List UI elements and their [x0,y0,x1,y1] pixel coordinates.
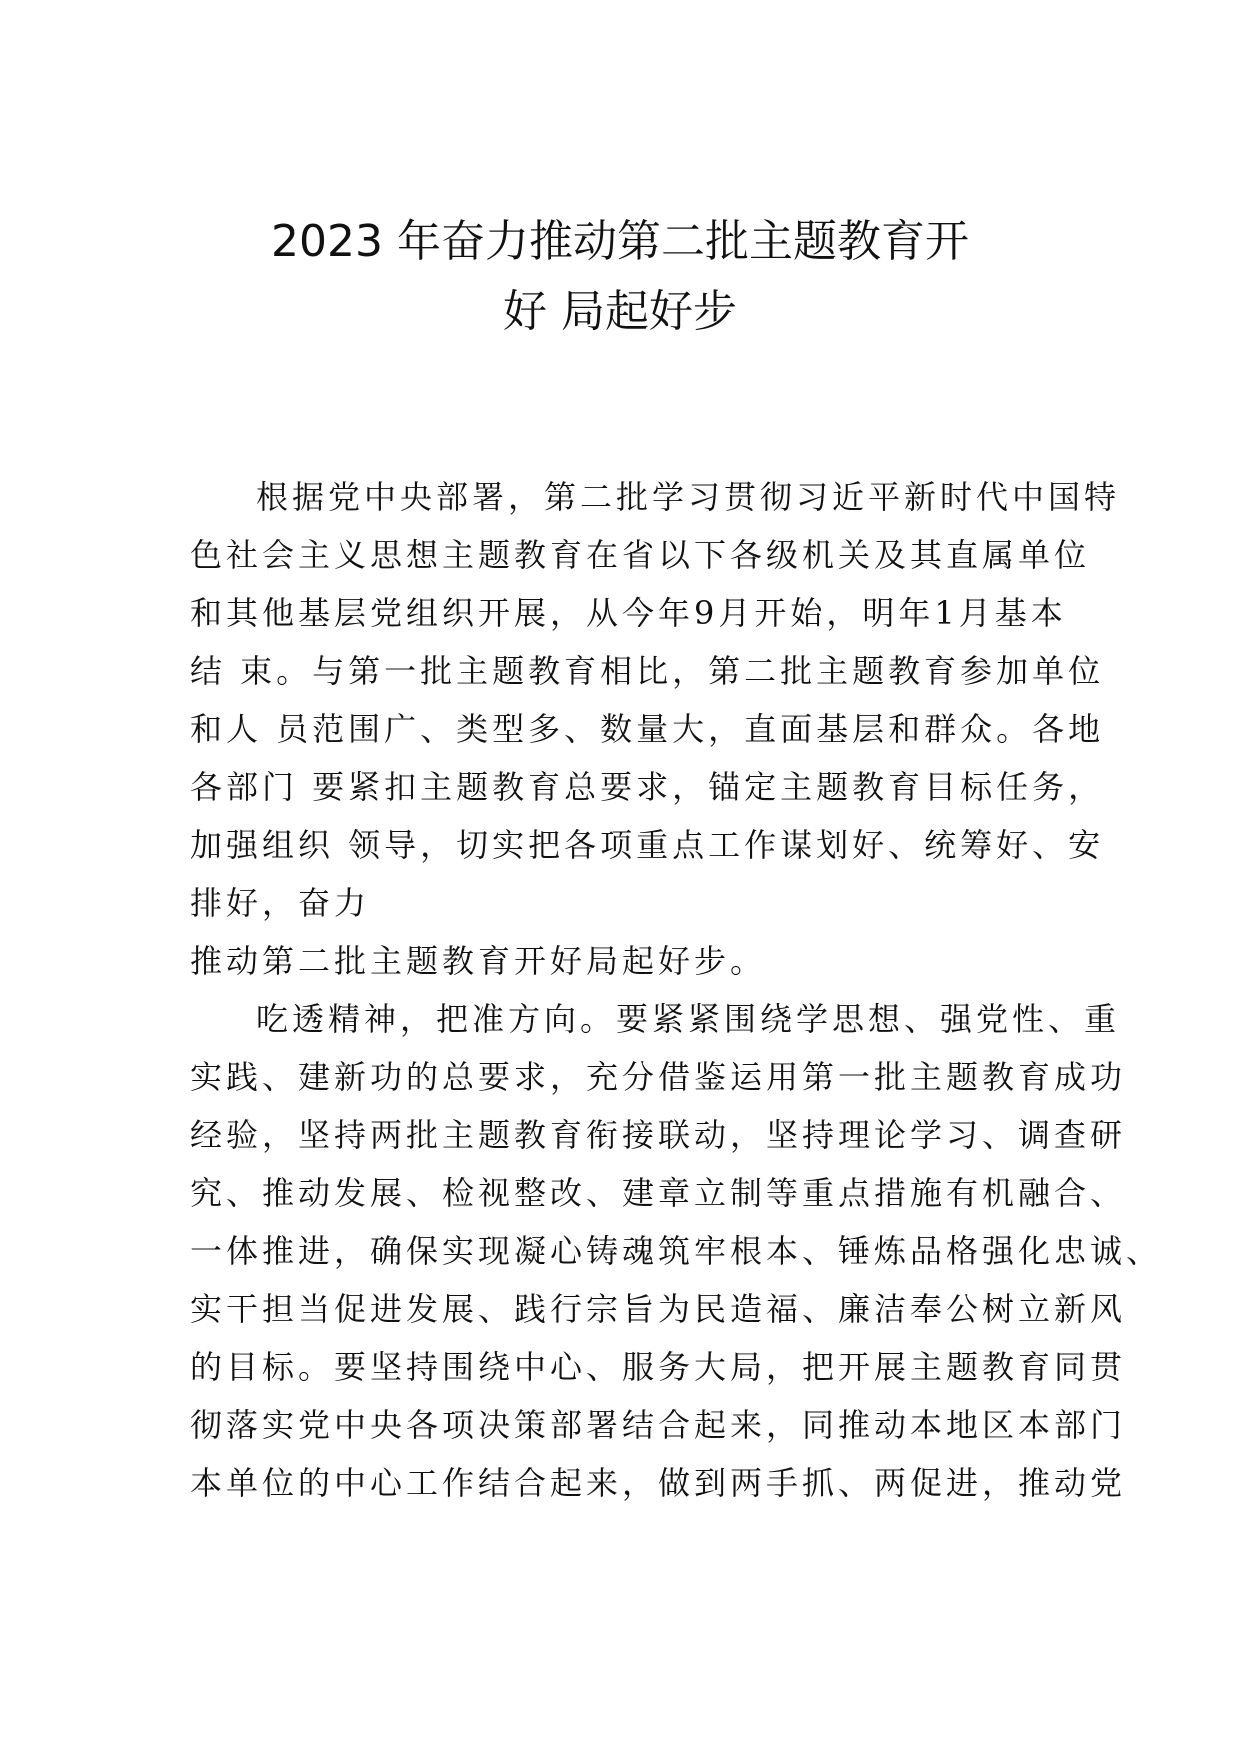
paragraph-line: 加强组织 领导，切实把各项重点工作谋划好、统筹好、安 [190,826,1105,864]
paragraph-line: 各部门 要紧扣主题教育总要求，锚定主题教育目标任务， [190,768,1105,806]
document-title-line-2: 好 局起好步 [503,286,737,337]
paragraph-line: 一体推进，确保实现凝心铸魂筑牢根本、锤炼品格强化忠诚、 [190,1232,1163,1270]
paragraph-line: 结 束。与第一批主题教育相比，第二批主题教育参加单位 [190,652,1105,690]
paragraph-line: 排好，奋力 [190,884,371,922]
paragraph-line: 本单位的中心工作结合起来，做到两手抓、两促进，推动党 [190,1464,1127,1502]
paragraph-line: 根据党中央部署，第二批学习贯彻习近平新时代中国特 [256,478,1121,516]
paragraph-1 [190,468,1121,990]
paragraph-line: 经验，坚持两批主题教育衔接联动，坚持理论学习、调查研 [190,1116,1127,1154]
paragraph-line: 吃透精神，把准方向。要紧紧围绕学思想、强党性、重 [256,1000,1121,1038]
paragraph-line: 彻落实党中央各项决策部署结合起来，同推动本地区本部门 [190,1406,1127,1444]
paragraph-line: 究、推动发展、检视整改、建章立制等重点措施有机融合、 [190,1174,1127,1212]
paragraph-line: 色社会主义思想主题教育在省以下各级机关及其直属单位 [190,536,1091,574]
paragraph-2 [190,990,1163,1512]
paragraph-line: 推动第二批主题教育开好局起好步。 [190,942,767,980]
paragraph-line: 和人 员范围广、类型多、数量大，直面基层和群众。各地 [190,710,1105,748]
paragraph-line: 的目标。要坚持围绕中心、服务大局，把开展主题教育同贯 [190,1348,1127,1386]
paragraph-line: 和其他基层党组织开展，从今年9月开始，明年1月基本 [190,594,1067,632]
paragraph-line: 实践、建新功的总要求，充分借鉴运用第一批主题教育成功 [190,1058,1127,1096]
document-title-line-1: 2023 年奋力推动第二批主题教育开 [271,216,969,267]
paragraph-line: 实干担当促进发展、践行宗旨为民造福、廉洁奉公树立新风 [190,1290,1127,1328]
